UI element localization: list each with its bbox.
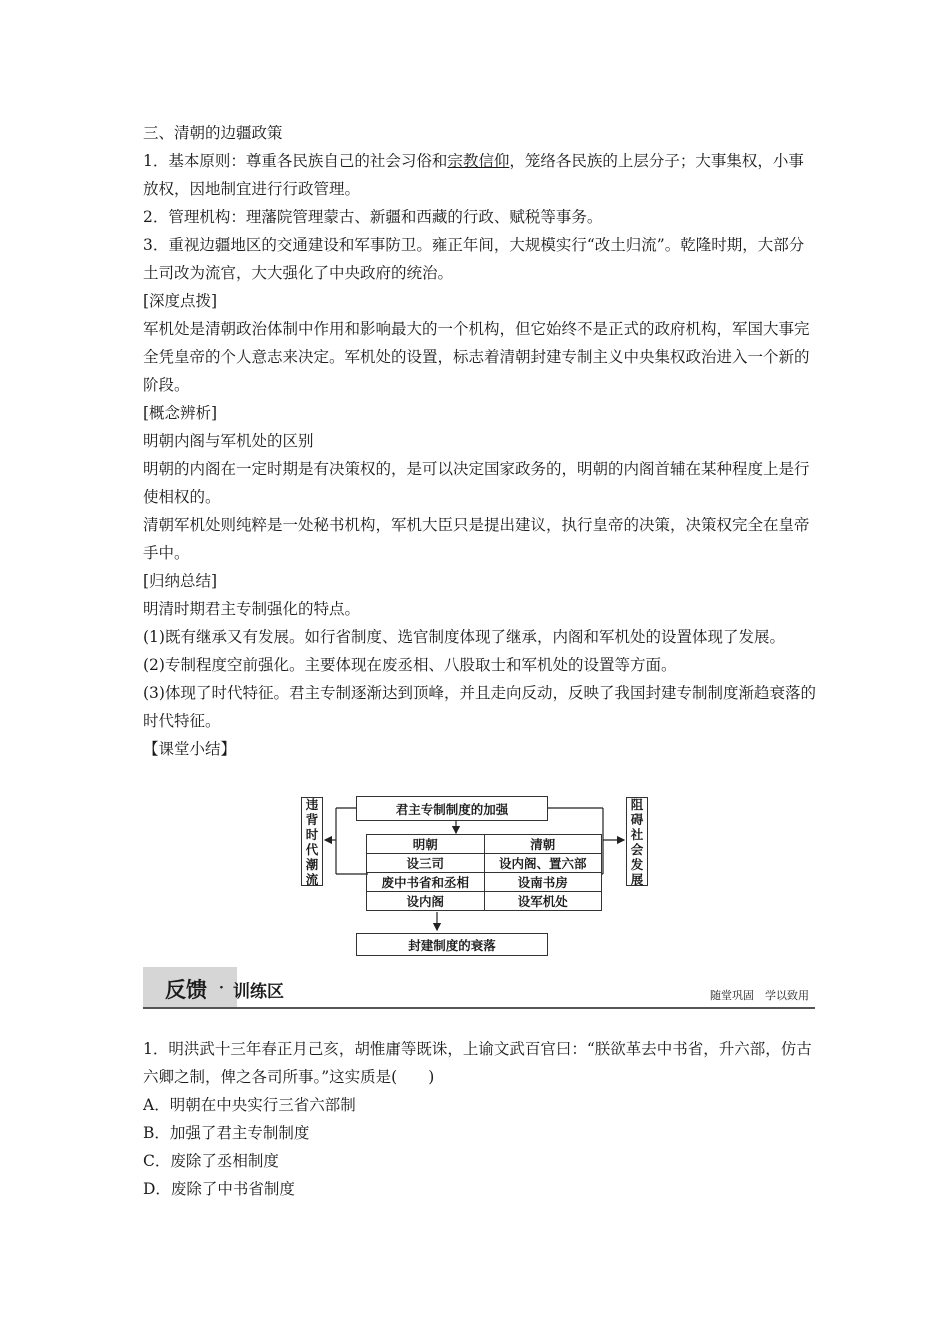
summary-s2: (2)专制程度空前强化。主要体现在废丞相、八股取士和军机处的设置等方面。 bbox=[143, 656, 677, 674]
table-row bbox=[367, 892, 602, 911]
top-box: 君主专制制度的加强 bbox=[356, 796, 548, 821]
section-banner bbox=[143, 967, 815, 1009]
table-row bbox=[367, 835, 602, 854]
bottom-box: 封建制度的衰落 bbox=[356, 933, 548, 956]
item-1-underlined: 宗教信仰 bbox=[447, 152, 510, 170]
item-1-pre: 1．基本原则：尊重各民族自己的社会习俗和 bbox=[143, 152, 448, 170]
table-cell: 设内阁 bbox=[367, 892, 485, 911]
concept-label: [概念辨析] bbox=[143, 404, 218, 422]
option-d: D．废除了中书省制度 bbox=[143, 1180, 295, 1198]
left-box-text: 违背时代潮流 bbox=[305, 796, 319, 887]
summary-s1: (1)既有继承又有发展。如行省制度、选官制度体现了继承，内阁和军机处的设置体现了发展。 bbox=[143, 628, 785, 646]
banner-rule bbox=[143, 1007, 815, 1009]
class-summary-label: 【课堂小结】 bbox=[143, 740, 237, 758]
table-cell: 废中书省和丞相 bbox=[367, 873, 485, 892]
item-1 bbox=[143, 147, 818, 203]
item-2: 2．管理机构：理藩院管理蒙古、新疆和西藏的行政、赋税等事务。 bbox=[143, 208, 603, 226]
summary-label: [归纳总结] bbox=[143, 572, 218, 590]
table-cell: 设内阁、置六部 bbox=[484, 854, 602, 873]
banner-subtitle: 训练区 bbox=[233, 982, 284, 1002]
summary-s3: (3)体现了时代特征。君主专制逐渐达到顶峰，并且走向反动，反映了我国封建专制制度渐趋衰落的时代特征。 bbox=[143, 684, 816, 730]
banner-right-text: 随堂巩固 学以致用 bbox=[710, 989, 809, 1002]
banner-title: 反馈 bbox=[165, 978, 207, 1002]
table-cell: 清朝 bbox=[484, 835, 602, 854]
concept-p2: 清朝军机处则纯粹是一处秘书机构，军机大臣只是提出建议，执行皇帝的决策，决策权完全在皇帝手中。 bbox=[143, 516, 810, 562]
depth-text: 军机处是清朝政治体制中作用和影响最大的一个机构，但它始终不是正式的政府机构，军国大事完全凭皇帝的个人意志来决定。军机处的设置，标志着清朝封建专制主义中央集权政治进入一个新的阶段。 bbox=[143, 320, 810, 394]
question-1 bbox=[143, 1035, 818, 1203]
section-title: 三、清朝的边疆政策 bbox=[143, 124, 283, 142]
option-b: B．加强了君主专制制度 bbox=[143, 1124, 310, 1142]
banner-dot: · bbox=[219, 980, 224, 996]
main-text bbox=[143, 119, 818, 763]
left-box bbox=[301, 797, 323, 886]
table-cell: 设南书房 bbox=[484, 873, 602, 892]
right-box-text: 阻碍社会发展 bbox=[630, 796, 644, 887]
option-a: A．明朝在中央实行三省六部制 bbox=[143, 1096, 356, 1114]
table-row bbox=[367, 854, 602, 873]
comparison-table bbox=[366, 834, 602, 911]
item-1-post: ，笼络各民族的上层分子；大事集权，小事放权，因地制宜进行行政管理。 bbox=[143, 152, 804, 198]
table-row bbox=[367, 873, 602, 892]
question-stem: 1．明洪武十三年春正月己亥，胡惟庸等既诛，上谕文武百官曰：“朕欲革去中书省，升六部，仿古六卿之制，俾之各司所事。”这实质是( ) bbox=[143, 1040, 812, 1086]
item-3: 3．重视边疆地区的交通建设和军事防卫。雍正年间，大规模实行“改土归流”。乾隆时期，大部分土司改为流官，大大强化了中央政府的统治。 bbox=[143, 236, 805, 282]
table-cell: 设军机处 bbox=[484, 892, 602, 911]
option-c: C．废除了丞相制度 bbox=[143, 1152, 279, 1170]
summary-diagram bbox=[298, 796, 653, 956]
concept-p1: 明朝的内阁在一定时期是有决策权的，是可以决定国家政务的，明朝的内阁首辅在某种程度上是行使相权的。 bbox=[143, 460, 810, 506]
right-box bbox=[626, 797, 648, 886]
concept-title: 明朝内阁与军机处的区别 bbox=[143, 432, 314, 450]
summary-intro: 明清时期君主专制强化的特点。 bbox=[143, 600, 361, 618]
table-cell: 设三司 bbox=[367, 854, 485, 873]
depth-label: [深度点拨] bbox=[143, 292, 218, 310]
table-cell: 明朝 bbox=[367, 835, 485, 854]
